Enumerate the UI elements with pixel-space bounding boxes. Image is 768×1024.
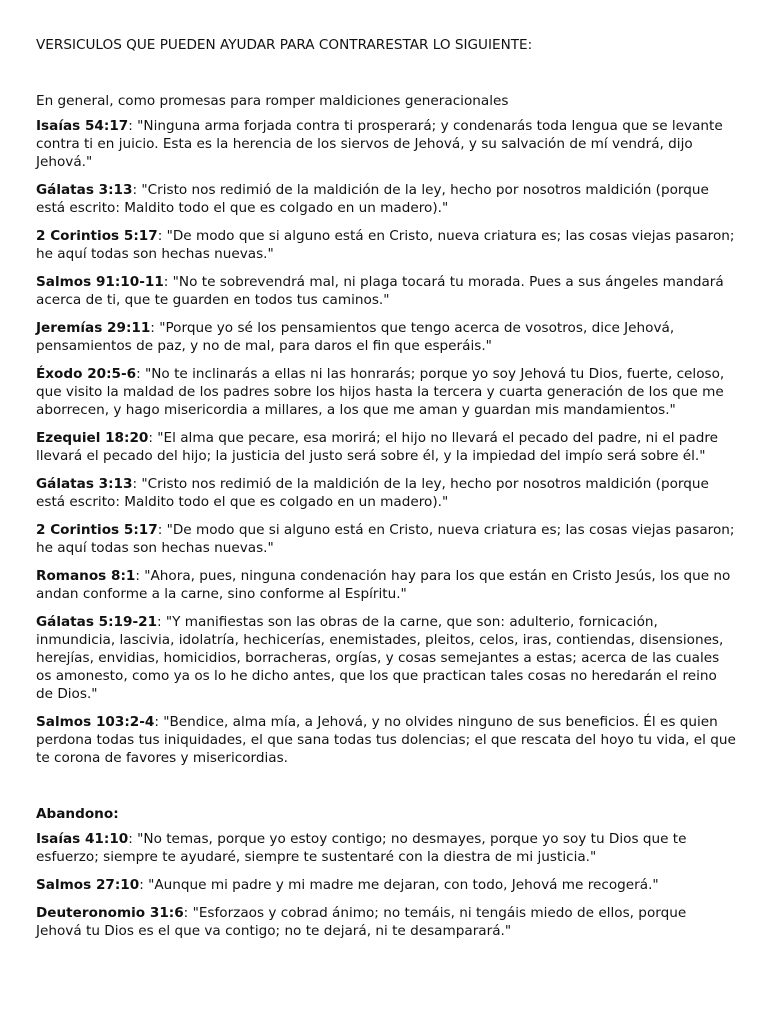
verse-reference: Jeremías 29:11 (36, 320, 151, 336)
verse-text: : "Cristo nos redimió de la maldición de la ley, hecho por nosotros maldición (porque está escrito: Maldito todo el que es colgado en un madero)." (36, 476, 709, 510)
verse-text: : "Aunque mi padre y mi madre me dejaran, con todo, Jehová me recogerá." (139, 877, 659, 893)
verse-reference: Gálatas 3:13 (36, 182, 133, 198)
verse-paragraph (36, 876, 736, 894)
verse-list-general (36, 117, 736, 767)
section-general (36, 92, 736, 767)
verse-reference: 2 Corintios 5:17 (36, 522, 158, 538)
verse-text: : "El alma que pecare, esa morirá; el hijo no llevará el pecado del padre, ni el padre llevará el pecado del hijo; la justicia del justo será sobre él, y la impiedad del impío será sobre él." (36, 430, 719, 464)
verse-reference: 2 Corintios 5:17 (36, 228, 158, 244)
verse-paragraph (36, 227, 736, 263)
verse-reference: Salmos 27:10 (36, 877, 140, 893)
verse-text: : "De modo que si alguno está en Cristo, nueva criatura es; las cosas viejas pasaron; he aquí todas son hechas nuevas." (36, 228, 735, 262)
section-abandono (36, 805, 736, 940)
verse-text: : "Y manifiestas son las obras de la carne, que son: adulterio, fornicación, inmundicia, lascivia, idolatría, hechicerías, enemistades, pleitos, celos, iras, contiendas, disensiones, herejías, envidias, homicidios, borracheras, orgías, y cosas semejantes a estas; acerca de las cuales os amonesto, como ya os lo he dicho antes, que los que practican tales cosas no heredarán el reino de Dios." (36, 614, 724, 702)
document-page (36, 36, 736, 950)
verse-paragraph (36, 429, 736, 465)
verse-reference: Isaías 54:17 (36, 118, 129, 134)
verse-text: : "Cristo nos redimió de la maldición de la ley, hecho por nosotros maldición (porque está escrito: Maldito todo el que es colgado en un madero)." (36, 182, 709, 216)
verse-paragraph (36, 904, 736, 940)
verse-reference: Deuteronomio 31:6 (36, 905, 184, 921)
verse-reference: Salmos 103:2-4 (36, 714, 155, 730)
verse-paragraph (36, 319, 736, 355)
verse-text: : "No te sobrevendrá mal, ni plaga tocará tu morada. Pues a sus ángeles mandará acerca de ti, que te guarden en todos tus caminos." (36, 274, 724, 308)
section-title-abandono: Abandono: (36, 806, 119, 822)
verse-paragraph (36, 181, 736, 217)
verse-text: : "Porque yo sé los pensamientos que tengo acerca de vosotros, dice Jehová, pensamientos de paz, y no de mal, para daros el fin que esperáis." (36, 320, 675, 354)
verse-paragraph (36, 273, 736, 309)
verse-paragraph (36, 117, 736, 171)
verse-text: : "Esforzaos y cobrad ánimo; no temáis, ni tengáis miedo de ellos, porque Jehová tu Dios es el que va contigo; no te dejará, ni te desamparará." (36, 905, 687, 939)
verse-paragraph (36, 830, 736, 866)
verse-text: : "No temas, porque yo estoy contigo; no desmayes, porque yo soy tu Dios que te esfuerzo; siempre te ayudaré, siempre te sustentaré con la diestra de mi justicia." (36, 831, 687, 865)
verse-reference: Éxodo 20:5-6 (36, 366, 137, 382)
verse-text: : "Ahora, pues, ninguna condenación hay para los que están en Cristo Jesús, los que no andan conforme a la carne, sino conforme al Espíritu." (36, 568, 731, 602)
verse-paragraph (36, 613, 736, 703)
verse-reference: Ezequiel 18:20 (36, 430, 149, 446)
verse-text: : "No te inclinarás a ellas ni las honrarás; porque yo soy Jehová tu Dios, fuerte, celoso, que visito la maldad de los padres sobre los hijos hasta la tercera y cuarta generación de los que me aborrecen, y hago misericordia a millares, a los que me aman y guardan mis mandamientos." (36, 366, 725, 418)
verse-paragraph (36, 713, 736, 767)
verse-reference: Gálatas 3:13 (36, 476, 133, 492)
verse-paragraph (36, 475, 736, 511)
verse-reference: Isaías 41:10 (36, 831, 129, 847)
verse-text: : "Ninguna arma forjada contra ti prosperará; y condenarás toda lengua que se levante contra ti en juicio. Esta es la herencia de los siervos de Jehová, y su salvación de mí vendrá, dijo Jehová." (36, 118, 723, 170)
section-title-general: En general, como promesas para romper maldiciones generacionales (36, 93, 509, 109)
verse-reference: Romanos 8:1 (36, 568, 136, 584)
verse-paragraph (36, 365, 736, 419)
verse-reference: Salmos 91:10-11 (36, 274, 164, 290)
verse-text: : "De modo que si alguno está en Cristo, nueva criatura es; las cosas viejas pasaron; he aquí todas son hechas nuevas." (36, 522, 735, 556)
section-spacer (36, 777, 736, 805)
verse-paragraph (36, 567, 736, 603)
verse-reference: Gálatas 5:19-21 (36, 614, 158, 630)
verse-list-abandono (36, 830, 736, 940)
verse-paragraph (36, 521, 736, 557)
verse-text: : "Bendice, alma mía, a Jehová, y no olvides ninguno de sus beneficios. Él es quien perdona todas tus iniquidades, el que sana todas tus dolencias; el que rescata del hoyo tu vida, el que te corona de favores y misericordias. (36, 714, 736, 766)
document-heading: VERSICULOS QUE PUEDEN AYUDAR PARA CONTRARESTAR LO SIGUIENTE: (36, 37, 533, 53)
